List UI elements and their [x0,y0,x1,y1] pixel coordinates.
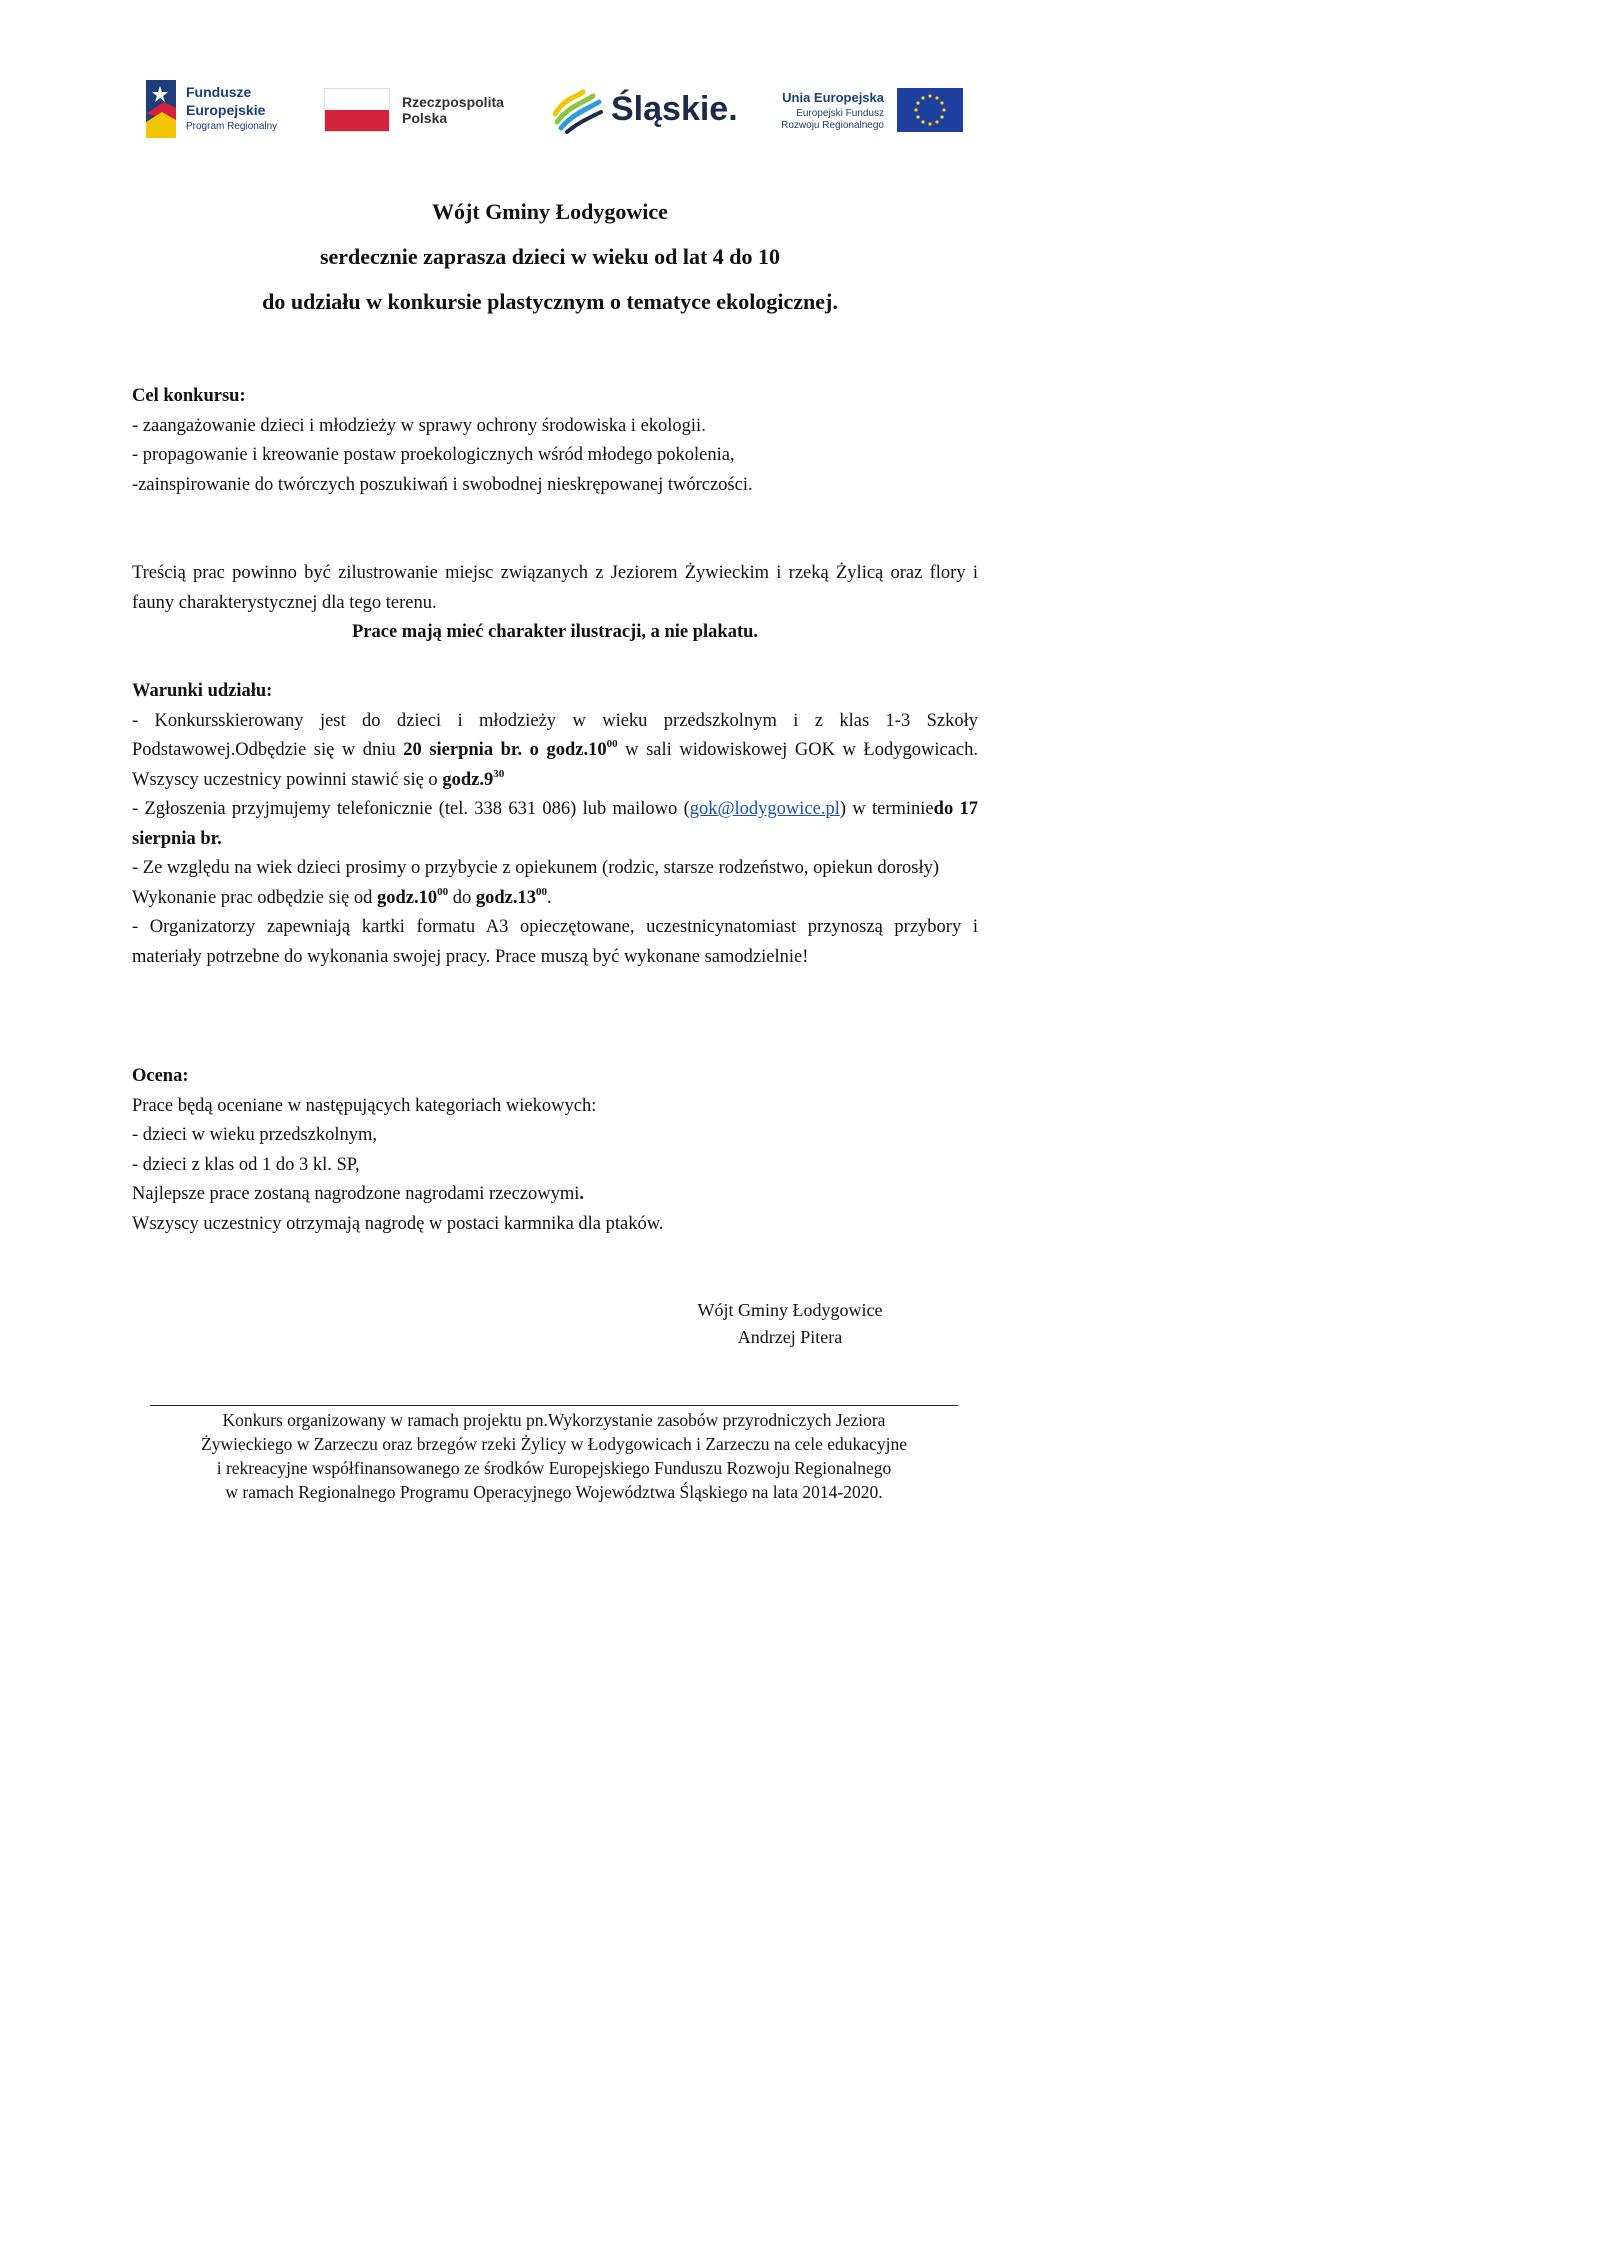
footer-line4: w ramach Regionalnego Programu Operacyjnego Województwa Śląskiego na lata 2014-2020. [225,1482,883,1502]
rp-line2: Polska [402,110,448,126]
ocena-line1: Prace będą oceniane w następujących kategoriach wiekowych: [132,1095,597,1116]
ocena-line4: Najlepsze prace zostaną nagrodzone nagrodami rzeczowymi. [132,1184,585,1204]
footer-divider [150,1405,958,1406]
warunki-p4: Wykonanie prac odbędzie się od $godz.10^{00}$ do $godz.13^{00}$. [132,885,552,908]
rzeczpospolita-polska-logo [324,88,524,134]
tresc-section [132,559,978,648]
warunki-heading: Warunki udziału: [132,681,273,701]
warunki-p5: - Organizatorzy zapewniają kartki formatu A3 opieczętowane, uczestnicynatomiast przynoszą przybory i materiały potrzebne do wykonania swojej pracy. Prace muszą być wykonane samodzielnie! [132,917,978,967]
ue-line1: Unia Europejska [782,90,884,105]
fe-line1: Fundusze [186,84,252,100]
cel-item3: -zainspirowanie do twórczych poszukiwań i swobodnej nieskrępowanej twórczości. [132,474,753,495]
footer-line1: Konkurs organizowany w ramach projektu pn.Wykorzystanie zasobów przyrodniczych Jeziora [222,1410,886,1430]
ocena-heading: Ocena: [132,1066,189,1086]
signature-name: Andrzej Pitera [737,1327,843,1347]
footer-note [100,1408,1008,1504]
warunki-p3: - Ze względu na wiek dzieci prosimy o przybycie z opiekunem (rodzic, starsze rodzeństwo, opiekun dorosły) [132,858,940,878]
tresc-emphasis: Prace mają mieć charakter ilustracji, a nie plakatu. [351,622,759,642]
footer-line3: i rekreacyjne współfinansowanego ze środków Europejskiego Funduszu Rozwoju Regionalnego [216,1458,892,1478]
header-line1: Wójt Gminy Łodygowice [432,199,668,224]
footer-line2: Żywieckiego w Zarzeczu oraz brzegów rzeki Żylicy w Łodygowicach i Zarzeczu na cele edukacyjne [201,1434,907,1454]
fe-line3: Program Regionalny [186,121,278,132]
warunki-p2: - Zgłoszenia przyjmujemy telefonicznie (tel. 338 631 086) lub mailowo (gok@lodygowice.pl) w terminiedo 17 sierpnia br. [132,799,978,849]
cel-item2: - propagowanie i kreowanie postaw proekologicznych wśród młodego pokolenia, [132,445,735,465]
ocena-line3: - dzieci z klas od 1 do 3 kl. SP, [132,1154,360,1175]
cel-item1: - zaangażowanie dzieci i młodzieży w sprawy ochrony środowiska i ekologii. [132,415,706,436]
cel-heading: Cel konkursu: [132,386,246,406]
warunki-p1: - Konkursskierowany jest do dzieci i młodzieży w wieku przedszkolnym i z klas 1-3 Szkoły Podstawowej.Odbędzie się w dniu 20 sierpnia br. o $godz.10^{00}$ w sali widowiskowej GOK w Łodygowicach. Wszyscy uczestnicy powinni stawić się o $godz.9^{30}$ [132,710,978,790]
slaskie-wordmark: Śląskie. [611,90,738,128]
ue-line2: Europejski Fundusz [796,108,884,119]
fe-star-icon [146,80,176,138]
header-line3: do udziału w konkursie plastycznym o tematyce ekologicznej. [262,289,838,314]
fundusze-europejskie-logo [146,80,296,140]
slaskie-logo [553,86,738,136]
ocena-section [132,1062,978,1239]
email-link[interactable]: gok@lodygowice.pl [689,799,840,819]
signature [640,1297,940,1351]
ocena-line2: - dzieci w wieku przedszkolnym, [132,1125,378,1145]
header-line2: serdecznie zaprasza dzieci w wieku od lat 4 do 10 [319,244,781,269]
ue-line3: Rozwoju Regionalnego [781,120,884,131]
rp-line1: Rzeczpospolita [402,94,504,110]
slaskie-waves-icon [553,88,603,134]
fe-line2: Europejskie [186,102,266,118]
cel-section [132,382,978,500]
warunki-section [132,677,978,972]
signature-title: Wójt Gminy Łodygowice [697,1300,883,1320]
ocena-line5: Wszyscy uczestnicy otrzymają nagrodę w postaci karmnika dla ptaków. [132,1213,664,1234]
tresc-text: Treścią prac powinno być zilustrowanie miejsc związanych z Jeziorem Żywieckim i rzeką Żylicą oraz flory i fauny charakterystycznej dla tego terenu. [132,563,978,613]
unia-europejska-logo [766,88,966,134]
logo-bar [0,0,1100,150]
eu-flag-icon [897,88,963,132]
polish-flag-icon [324,88,390,132]
